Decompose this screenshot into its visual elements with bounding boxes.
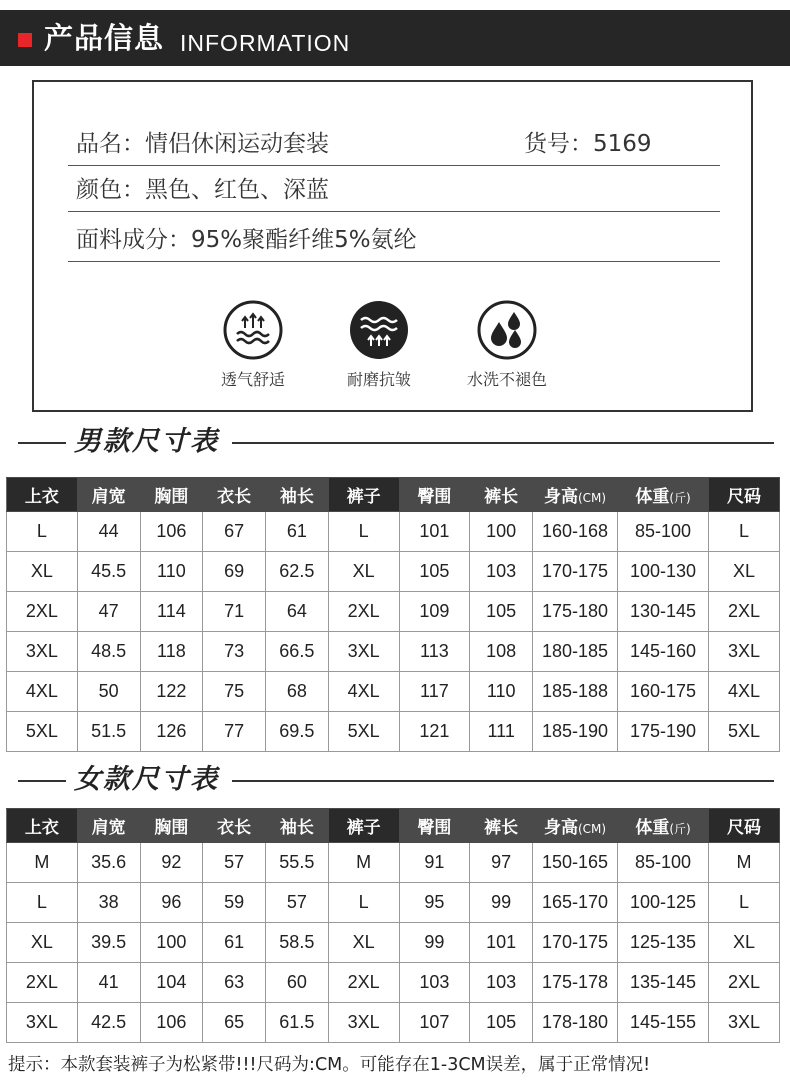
- table-cell: XL: [7, 923, 78, 963]
- col-header-height: [533, 809, 618, 843]
- table-cell: 110: [140, 552, 203, 592]
- feature-label: 透气舒适: [220, 370, 285, 389]
- height-unit: (CM): [577, 822, 607, 836]
- table-cell: 91: [399, 843, 470, 883]
- heading-rule-right: [232, 442, 774, 444]
- feature-breathable: [188, 300, 318, 390]
- table-header-row: [7, 809, 780, 843]
- table-cell: 105: [470, 592, 533, 632]
- table-cell: 65: [203, 1003, 266, 1043]
- table-cell: 68: [265, 672, 328, 712]
- table-cell: 170-175: [533, 923, 618, 963]
- table-cell: 180-185: [533, 632, 618, 672]
- table-row: [7, 923, 780, 963]
- table-cell: 111: [470, 712, 533, 752]
- product-name: 品名：情侣休闲运动套装: [76, 131, 329, 157]
- col-header-sleeve: 袖长: [265, 809, 328, 843]
- table-row: [7, 843, 780, 883]
- table-cell: 4XL: [328, 672, 399, 712]
- table-cell: 121: [399, 712, 470, 752]
- table-cell: 126: [140, 712, 203, 752]
- women-size-title: 女款尺寸表: [74, 764, 219, 795]
- table-cell: 61: [203, 923, 266, 963]
- table-cell: L: [7, 512, 78, 552]
- col-header-weight: [618, 478, 709, 512]
- col-header-pants: 裤子: [328, 478, 399, 512]
- table-cell: 185-190: [533, 712, 618, 752]
- table-cell: L: [7, 883, 78, 923]
- item-number: 货号：5169: [524, 131, 652, 157]
- header-title-en: INFORMATION: [180, 30, 351, 56]
- table-cell: 105: [399, 552, 470, 592]
- table-cell: 150-165: [533, 843, 618, 883]
- info-row-name: [68, 126, 720, 166]
- table-cell: 71: [203, 592, 266, 632]
- men-size-heading: [0, 424, 790, 460]
- table-cell: 4XL: [7, 672, 78, 712]
- table-cell: 77: [203, 712, 266, 752]
- heading-rule-right: [232, 780, 774, 782]
- info-row-material: [68, 220, 720, 262]
- table-cell: 170-175: [533, 552, 618, 592]
- table-cell: 41: [77, 963, 140, 1003]
- table-cell: 35.6: [77, 843, 140, 883]
- col-header-hip: 臀围: [399, 809, 470, 843]
- table-cell: XL: [709, 552, 780, 592]
- col-header-weight: [618, 809, 709, 843]
- table-cell: 160-168: [533, 512, 618, 552]
- table-cell: 100-130: [618, 552, 709, 592]
- height-label: 身高: [543, 487, 578, 507]
- table-cell: 5XL: [7, 712, 78, 752]
- women-size-table: [6, 808, 780, 1043]
- table-cell: 69.5: [265, 712, 328, 752]
- table-cell: 109: [399, 592, 470, 632]
- table-cell: 60: [265, 963, 328, 1003]
- table-cell: 5XL: [709, 712, 780, 752]
- col-header-sleeve: 袖长: [265, 478, 328, 512]
- table-cell: 3XL: [7, 632, 78, 672]
- table-cell: 57: [203, 843, 266, 883]
- table-header-row: [7, 478, 780, 512]
- table-cell: L: [709, 512, 780, 552]
- table-cell: M: [7, 843, 78, 883]
- col-header-pants: 裤子: [328, 809, 399, 843]
- col-header-top: 上衣: [7, 809, 78, 843]
- red-square-marker: [18, 33, 32, 47]
- table-cell: M: [328, 843, 399, 883]
- table-cell: 165-170: [533, 883, 618, 923]
- col-header-height: [533, 478, 618, 512]
- col-header-top-length: 衣长: [203, 478, 266, 512]
- table-cell: 105: [470, 1003, 533, 1043]
- feature-wrinkle-resistant: [314, 300, 444, 390]
- table-cell: 66.5: [265, 632, 328, 672]
- table-cell: 122: [140, 672, 203, 712]
- table-cell: 51.5: [77, 712, 140, 752]
- table-cell: 2XL: [7, 963, 78, 1003]
- table-cell: L: [709, 883, 780, 923]
- table-cell: 135-145: [618, 963, 709, 1003]
- table-row: [7, 672, 780, 712]
- table-cell: 42.5: [77, 1003, 140, 1043]
- table-cell: 67: [203, 512, 266, 552]
- table-cell: 103: [470, 552, 533, 592]
- table-cell: 57: [265, 883, 328, 923]
- wrinkle-resistant-icon: [349, 300, 409, 360]
- table-cell: 175-178: [533, 963, 618, 1003]
- table-cell: 3XL: [328, 632, 399, 672]
- table-cell: 59: [203, 883, 266, 923]
- table-cell: 2XL: [709, 963, 780, 1003]
- table-cell: 107: [399, 1003, 470, 1043]
- table-cell: 92: [140, 843, 203, 883]
- col-header-size: 尺码: [709, 478, 780, 512]
- women-size-heading: [0, 762, 790, 798]
- col-header-chest: 胸围: [140, 478, 203, 512]
- table-cell: 160-175: [618, 672, 709, 712]
- table-row: [7, 592, 780, 632]
- product-info-box: [32, 80, 753, 412]
- table-cell: 178-180: [533, 1003, 618, 1043]
- height-label: 身高: [543, 818, 578, 838]
- table-cell: 61.5: [265, 1003, 328, 1043]
- table-cell: 50: [77, 672, 140, 712]
- table-cell: 45.5: [77, 552, 140, 592]
- table-cell: 96: [140, 883, 203, 923]
- col-header-shoulder: 肩宽: [77, 809, 140, 843]
- table-cell: 75: [203, 672, 266, 712]
- table-cell: 100: [140, 923, 203, 963]
- table-cell: 100-125: [618, 883, 709, 923]
- table-cell: 117: [399, 672, 470, 712]
- table-cell: 185-188: [533, 672, 618, 712]
- table-cell: 99: [470, 883, 533, 923]
- table-cell: 100: [470, 512, 533, 552]
- col-header-chest: 胸围: [140, 809, 203, 843]
- table-cell: 175-190: [618, 712, 709, 752]
- table-cell: 106: [140, 1003, 203, 1043]
- table-cell: 2XL: [328, 592, 399, 632]
- men-table-body: [7, 512, 780, 752]
- table-cell: 61: [265, 512, 328, 552]
- women-table-body: [7, 843, 780, 1043]
- table-cell: 101: [399, 512, 470, 552]
- table-cell: 47: [77, 592, 140, 632]
- col-header-top: 上衣: [7, 478, 78, 512]
- table-cell: 110: [470, 672, 533, 712]
- table-cell: 4XL: [709, 672, 780, 712]
- table-cell: XL: [328, 552, 399, 592]
- table-cell: 48.5: [77, 632, 140, 672]
- heading-rule-left: [18, 780, 66, 782]
- table-cell: 175-180: [533, 592, 618, 632]
- breathable-icon: [223, 300, 283, 360]
- weight-unit: (斤): [669, 822, 691, 836]
- weight-label: 体重: [635, 818, 670, 838]
- men-size-title: 男款尺寸表: [74, 426, 219, 457]
- size-tip-note: 提示：本款套装裤子为松紧带!!!尺码为:CM。可能存在1-3CM误差，属于正常情况!: [8, 1055, 651, 1075]
- table-cell: L: [328, 512, 399, 552]
- table-cell: 63: [203, 963, 266, 1003]
- table-cell: XL: [328, 923, 399, 963]
- weight-label: 体重: [635, 487, 670, 507]
- table-cell: 69: [203, 552, 266, 592]
- table-cell: 145-155: [618, 1003, 709, 1043]
- table-row: [7, 512, 780, 552]
- info-row-colors: [68, 172, 720, 212]
- table-cell: 104: [140, 963, 203, 1003]
- table-cell: 3XL: [7, 1003, 78, 1043]
- table-cell: 64: [265, 592, 328, 632]
- table-cell: XL: [7, 552, 78, 592]
- col-header-hip: 臀围: [399, 478, 470, 512]
- col-header-pants-length: 裤长: [470, 478, 533, 512]
- header-title-cn: 产品信息: [44, 21, 165, 55]
- table-cell: 106: [140, 512, 203, 552]
- table-cell: 103: [470, 963, 533, 1003]
- table-cell: 145-160: [618, 632, 709, 672]
- table-cell: 38: [77, 883, 140, 923]
- height-unit: (CM): [577, 491, 607, 505]
- table-cell: 39.5: [77, 923, 140, 963]
- table-cell: 118: [140, 632, 203, 672]
- table-cell: 3XL: [709, 632, 780, 672]
- table-cell: 85-100: [618, 843, 709, 883]
- col-header-shoulder: 肩宽: [77, 478, 140, 512]
- table-cell: 62.5: [265, 552, 328, 592]
- table-cell: 5XL: [328, 712, 399, 752]
- table-cell: 103: [399, 963, 470, 1003]
- feature-colorfast: [442, 300, 572, 390]
- table-cell: M: [709, 843, 780, 883]
- table-row: [7, 883, 780, 923]
- table-cell: 2XL: [709, 592, 780, 632]
- table-cell: 2XL: [7, 592, 78, 632]
- table-cell: 73: [203, 632, 266, 672]
- feature-label: 水洗不褪色: [466, 370, 547, 389]
- col-header-pants-length: 裤长: [470, 809, 533, 843]
- heading-rule-left: [18, 442, 66, 444]
- product-colors: 颜色：黑色、红色、深蓝: [76, 177, 329, 203]
- water-drops-icon: [477, 300, 537, 360]
- table-cell: 113: [399, 632, 470, 672]
- section-header-bar: [0, 10, 790, 66]
- table-cell: 130-145: [618, 592, 709, 632]
- col-header-top-length: 衣长: [203, 809, 266, 843]
- product-material: 面料成分：95%聚酯纤维5%氨纶: [76, 227, 417, 253]
- table-cell: 2XL: [328, 963, 399, 1003]
- table-cell: 125-135: [618, 923, 709, 963]
- feature-label: 耐磨抗皱: [346, 370, 411, 389]
- table-row: [7, 632, 780, 672]
- table-cell: 55.5: [265, 843, 328, 883]
- table-cell: XL: [709, 923, 780, 963]
- men-size-table: [6, 477, 780, 752]
- table-cell: 95: [399, 883, 470, 923]
- table-row: [7, 963, 780, 1003]
- table-row: [7, 552, 780, 592]
- table-cell: 44: [77, 512, 140, 552]
- table-cell: 85-100: [618, 512, 709, 552]
- table-cell: 58.5: [265, 923, 328, 963]
- table-cell: 3XL: [709, 1003, 780, 1043]
- table-cell: 97: [470, 843, 533, 883]
- table-cell: 101: [470, 923, 533, 963]
- table-row: [7, 1003, 780, 1043]
- weight-unit: (斤): [669, 491, 691, 505]
- table-cell: 99: [399, 923, 470, 963]
- table-row: [7, 712, 780, 752]
- table-cell: 108: [470, 632, 533, 672]
- table-cell: 114: [140, 592, 203, 632]
- table-cell: 3XL: [328, 1003, 399, 1043]
- table-cell: L: [328, 883, 399, 923]
- col-header-size: 尺码: [709, 809, 780, 843]
